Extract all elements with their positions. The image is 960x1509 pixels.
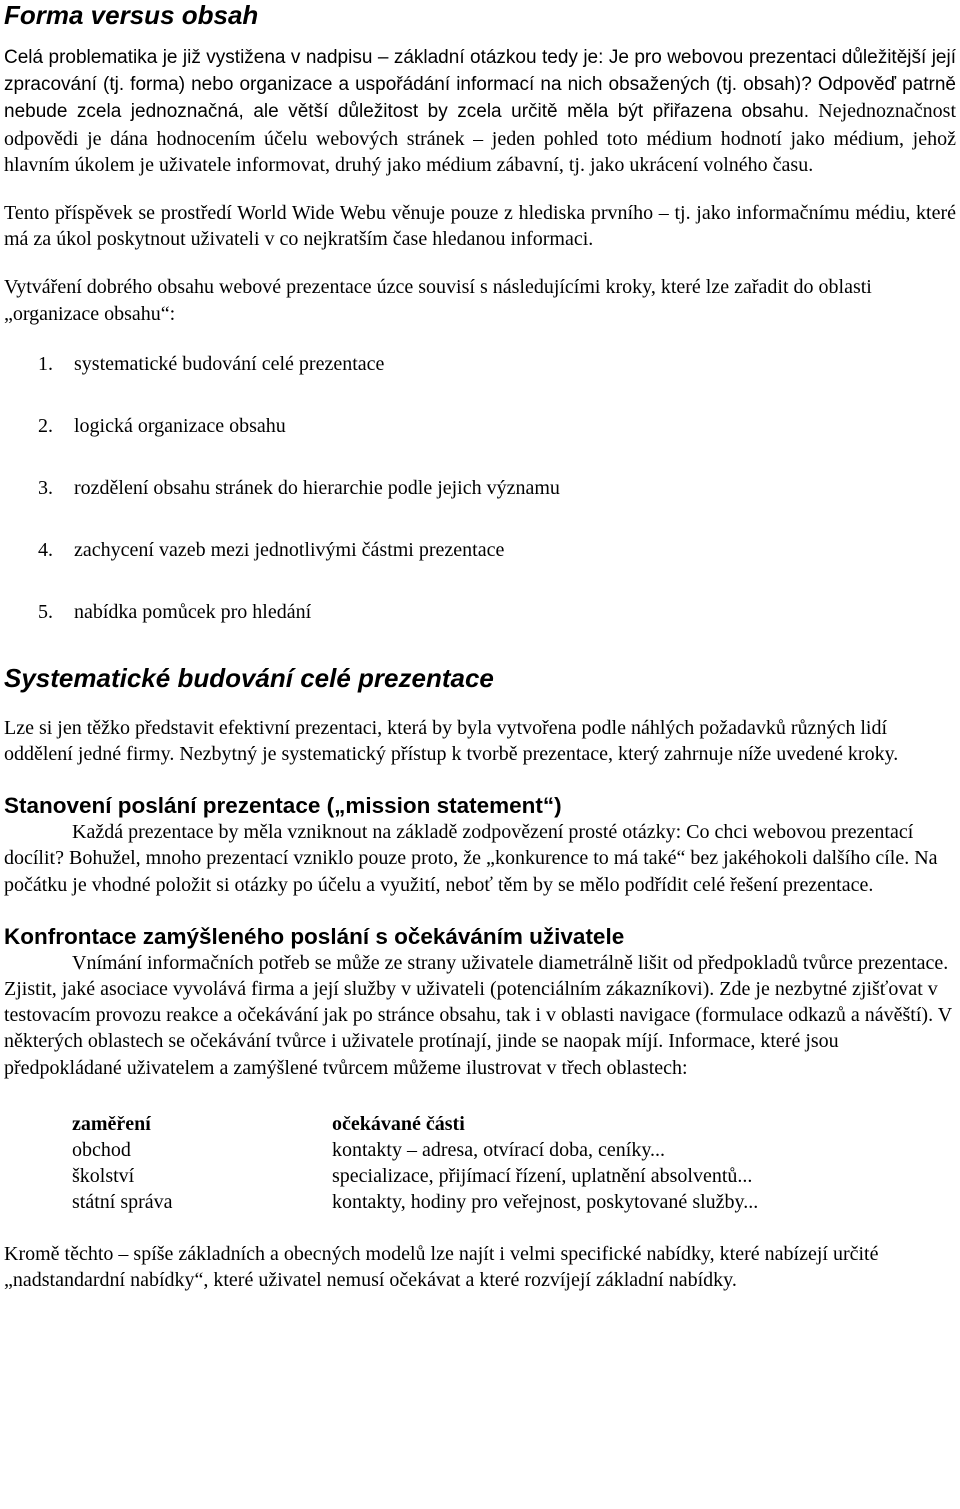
table-row (72, 1189, 758, 1215)
list-item: 5. nabídka pomůcek pro hledání (38, 600, 312, 623)
table-header-row (72, 1111, 758, 1137)
paragraph-konfrontace: Vnímání informačních potřeb se může ze strany uživatele diametrálně lišit od předpokladů tvůrce prezentace. Zjistit, jaké asociace vyvolává firma a její služby v uživateli (potenciálním zákazníkovi). Zde je nezbytné zjišťovat v testovacím provozu reakce a očekávání jak po stránce obsahu, tak i v oblasti navigace (formulace odkazů a návěští). V některých oblastech se očekávání tvůrce i uživatele protínají, jinde se naopak míjí. Informace, které jsou předpokládané uživatelem a zamýšlené tvůrcem můžeme ilustrovat v třech oblastech: (4, 951, 952, 1079)
intro-sans-text: Celá problematika je již vystižena v nadpisu – základní otázkou tedy je: Je pro webovou prezentaci důležitější její zpracování (tj. forma) nebo organizace a uspořádání informací na nich obsažených (tj. obsah)? Odpověď patrně nebude zcela jednoznačná, ale větší důležitost by zcela určitě měla být přiřazena obsahu. (4, 47, 956, 123)
paragraph-closing: Kromě těchto – spíše základních a obecných modelů lze najít i velmi specifické nabídky, které nabízejí určité „nadstandardní nabídky“, které uživatel nemusí očekávat a které rozvíjejí základní nabídky. (4, 1242, 879, 1292)
paragraph-mission: Každá prezentace by měla vzniknout na základě zodpovězení prosté otázky: Co chci webovou prezentací docílit? Bohužel, mnoho prezentací vzniklo pouze proto, že „konkurence to má také“ bez jakéhokoli dalšího cíle. Na počátku je vhodné položit si otázky po účelu a využití, neboť těm by se mělo podřídit celé řešení prezentace. (4, 821, 938, 896)
document-page (4, 0, 956, 1293)
list-item: 4. zachycení vazeb mezi jednotlivými částmi prezentace (38, 538, 505, 561)
steps-list (4, 351, 956, 643)
paragraph-organizace: Vytváření dobrého obsahu webové prezentace úzce souvisí s následujícími kroky, které lze zařadit do oblasti „organizace obsahu“: (4, 276, 872, 325)
intro-paragraph (4, 44, 956, 178)
areas-table (72, 1111, 758, 1215)
heading-systematicke-budovani: Systematické budování celé prezentace (4, 662, 494, 693)
paragraph-systematicke: Lze si jen těžko představit efektivní prezentaci, která by byla vytvořena podle náhlých požadavků různých lidí oddělení jedné firmy. Nezbytný je systematický přístup k tvorbě prezentace, který zahrnuje níže uvedené kroky. (4, 716, 899, 766)
table-cell: obchod (72, 1138, 131, 1161)
table-cell: státní správa (72, 1190, 173, 1213)
table-cell: specializace, přijímací řízení, uplatnění absolventů... (332, 1164, 753, 1187)
list-item: 3. rozdělení obsahu stránek do hierarchie podle jejich významu (38, 476, 560, 499)
list-item: 1. systematické budování celé prezentace (38, 352, 385, 375)
table-header-cell: zaměření (72, 1112, 151, 1135)
intro-serif-text: Nejednoznačnost odpovědi je dána hodnocením účelu webových stránek – jeden pohled toto médium hodnotí jako médium, jehož hlavním úkolem je uživatele informovat, druhý jako médium zábavní, tj. jako ukrácení volného času. (4, 100, 956, 176)
table-header-cell: očekávané části (332, 1112, 465, 1135)
heading-mission-statement: Stanovení poslání prezentace („mission statement“) (4, 793, 562, 819)
table-row (72, 1163, 758, 1189)
heading-konfrontace: Konfrontace zamýšleného poslání s očekáváním uživatele (4, 923, 625, 949)
heading-forma-versus-obsah: Forma versus obsah (4, 0, 259, 30)
paragraph-www: Tento příspěvek se prostředí World Wide Webu věnuje pouze z hlediska prvního – tj. jako informačnímu médiu, které má za úkol poskytnout uživateli v co nejkratším čase hledanou informaci. (4, 202, 956, 251)
table-cell: kontakty, hodiny pro veřejnost, poskytované služby... (332, 1190, 759, 1213)
table-row (72, 1137, 758, 1163)
table-cell: kontakty – adresa, otvírací doba, ceníky... (332, 1138, 666, 1161)
list-item: 2. logická organizace obsahu (38, 414, 286, 437)
table-cell: školství (72, 1164, 135, 1187)
